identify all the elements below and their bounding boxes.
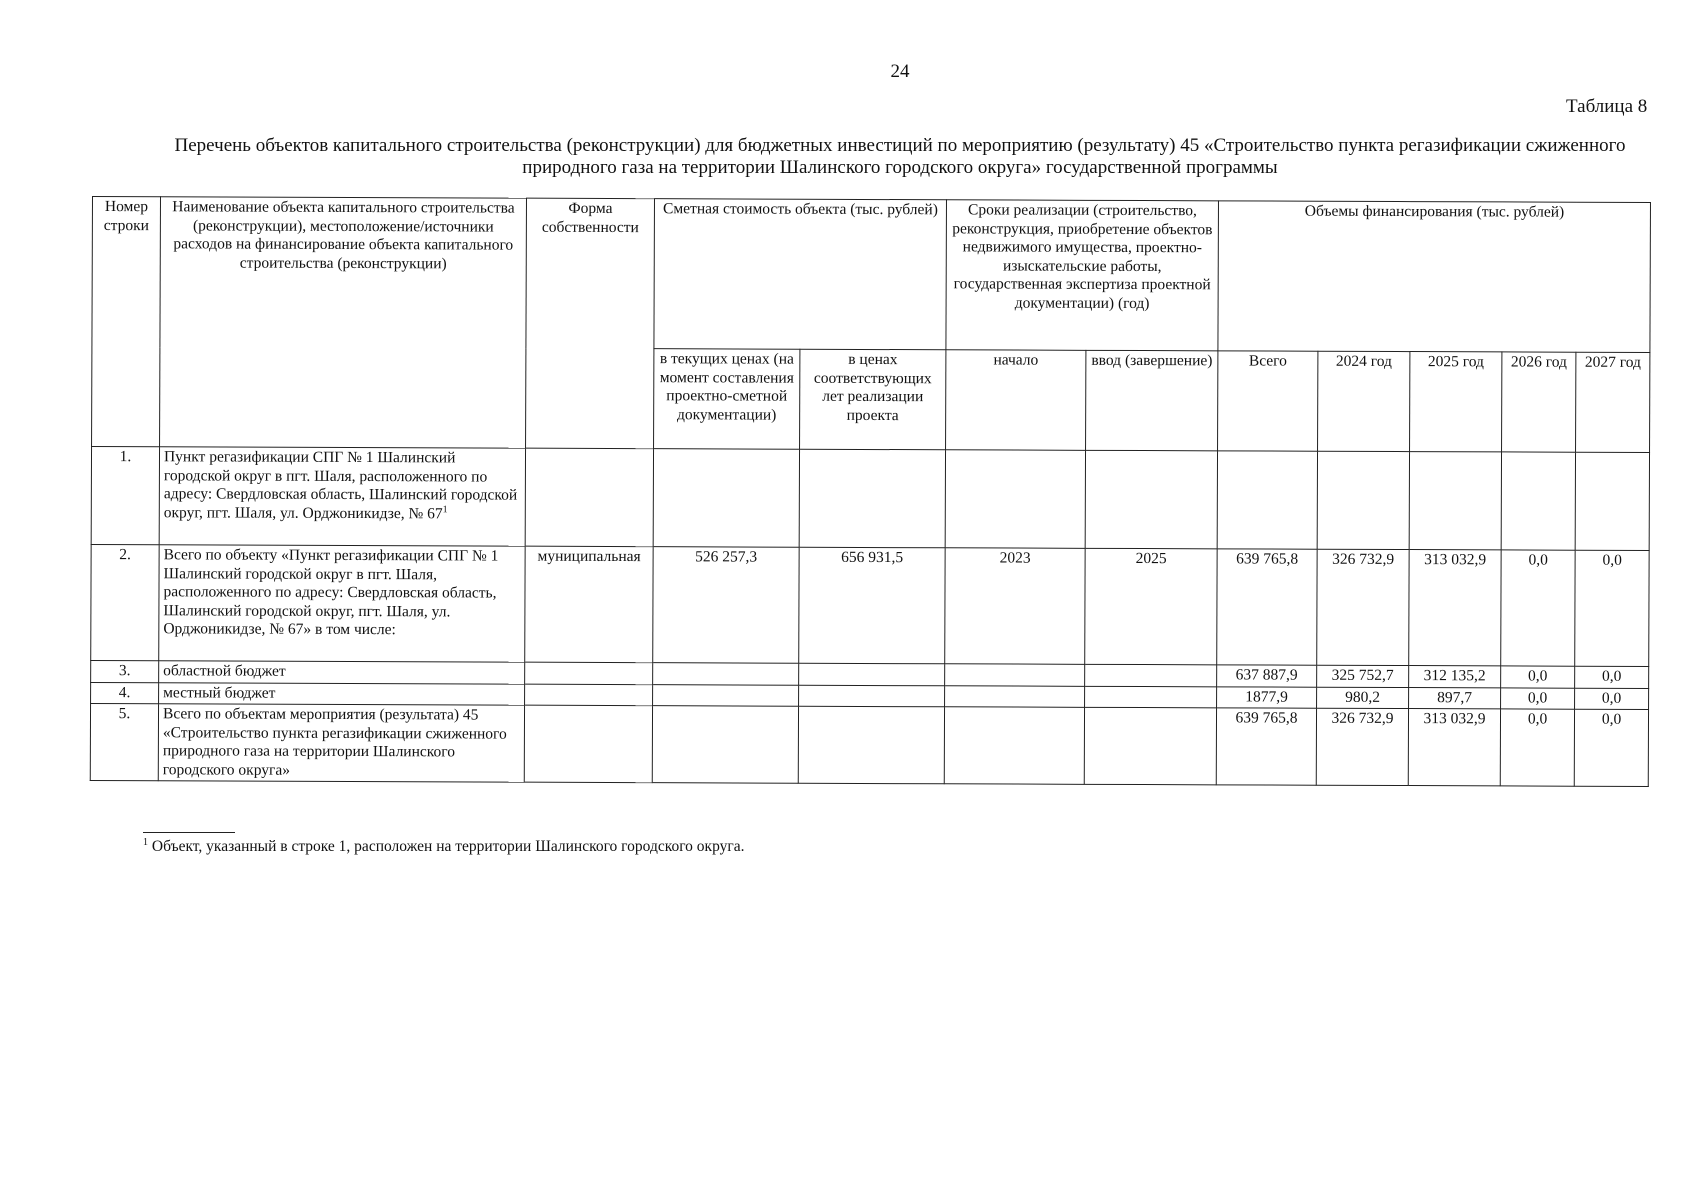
title-line-1: Перечень объектов капитального строительства (реконструкции) для бюджетных инвестиций по мероприятию (результату) 45 «Строительство пункта регазификации сжиженного <box>174 135 1626 156</box>
object-name: Всего по объекту «Пункт регазификации СПГ № 1 Шалинский городской округ в пгт. Шаля, расположенного по адресу: Свердловская область, Шалинский городской округ, пгт. Шаля, ул. Орджоникидзе, № 67» в том числе: <box>159 545 525 662</box>
row-number: 5. <box>90 703 158 780</box>
header-2024: 2024 год <box>1318 351 1410 451</box>
ownership <box>525 684 653 706</box>
funding-2024: 325 752,7 <box>1317 665 1409 687</box>
cost-years: 656 931,5 <box>799 547 945 664</box>
header-2027: 2027 год <box>1576 352 1650 452</box>
funding-2025 <box>1409 452 1501 550</box>
table-row <box>90 703 1648 786</box>
footnote-text: Объект, указанный в строке 1, расположен на территории Шалинского городского округа. <box>148 838 745 855</box>
header-object-name: Наименование объекта капитального строительства (реконструкции), местоположение/источники расходов на финансирование объекта капитального строительства (реконструкции) <box>160 197 527 448</box>
start-year: 2023 <box>945 548 1085 665</box>
ownership <box>525 448 653 546</box>
row-number: 4. <box>91 682 159 704</box>
object-name <box>159 447 525 546</box>
footnote-mark: 1 <box>143 836 148 848</box>
footnote <box>143 838 745 856</box>
funding-2025: 313 032,9 <box>1408 709 1500 786</box>
header-2026: 2026 год <box>1502 352 1576 452</box>
title-line-2: природного газа на территории Шалинского городского округа» государственной программы <box>522 157 1278 178</box>
start-year <box>945 450 1085 549</box>
object-name: местный бюджет <box>159 682 525 705</box>
cost-current: 526 257,3 <box>653 547 799 664</box>
end-year <box>1084 707 1216 785</box>
funding-total: 639 765,8 <box>1217 549 1317 665</box>
header-ownership: Форма собственности <box>526 198 655 448</box>
funding-total <box>1217 451 1317 549</box>
object-name-text: Пункт регазификации СПГ № 1 Шалинский городской округ в пгт. Шаля, расположенного по адресу: Свердловская область, Шалинский городской округ, пгт. Шаля, ул. Орджоникидзе, № 67 <box>163 448 518 522</box>
cost-years <box>798 706 944 784</box>
cost-years <box>799 663 945 685</box>
end-year: 2025 <box>1085 548 1217 665</box>
header-2025: 2025 год <box>1410 352 1502 452</box>
row-number: 1. <box>91 447 159 545</box>
page-number: 24 <box>890 61 910 82</box>
header-terms: Сроки реализации (строительство, реконструкция, приобретение объектов недвижимого имущества, проектно-изыскательские работы, государственная экспертиза проектной документации) (год) <box>946 200 1219 351</box>
table-row <box>91 544 1650 666</box>
header-estimated-cost: Сметная стоимость объекта (тыс. рублей) <box>654 199 947 350</box>
funding-2027 <box>1575 452 1649 550</box>
funding-2025: 897,7 <box>1409 687 1501 709</box>
header-start: начало <box>946 350 1086 451</box>
ownership <box>524 705 652 782</box>
start-year <box>945 664 1085 686</box>
funding-2025: 312 135,2 <box>1409 666 1501 688</box>
document-title <box>100 135 1700 179</box>
row-number: 3. <box>91 660 159 682</box>
cost-current <box>653 684 799 706</box>
funding-2026: 0,0 <box>1500 709 1574 786</box>
end-year <box>1085 450 1217 549</box>
ownership: муниципальная <box>525 546 653 662</box>
header-end: ввод (завершение) <box>1086 350 1218 451</box>
funding-total: 637 887,9 <box>1217 665 1317 687</box>
row-number: 2. <box>91 544 159 660</box>
object-name: Всего по объектам мероприятия (результата) 45 «Строительство пункта регазификации сжиженного природного газа на территории Шалинского городского округа» <box>158 704 524 782</box>
footnote-divider <box>143 832 235 833</box>
funding-2027: 0,0 <box>1575 688 1649 710</box>
funding-2024: 326 732,9 <box>1317 549 1409 665</box>
object-name: областной бюджет <box>159 661 525 684</box>
table-label: Таблица 8 <box>1566 96 1648 117</box>
header-cost-years: в ценах соответствующих лет реализации проекта <box>800 349 946 450</box>
funding-2024: 980,2 <box>1317 687 1409 709</box>
header-total: Всего <box>1218 351 1318 451</box>
funding-2026 <box>1501 452 1575 550</box>
end-year <box>1085 664 1217 686</box>
cost-years <box>799 685 945 707</box>
footnote-marker: 1 <box>442 503 448 515</box>
start-year <box>945 685 1085 707</box>
cost-years <box>799 449 945 548</box>
table-row <box>91 447 1649 551</box>
ownership <box>525 662 653 684</box>
header-row-1 <box>92 197 1651 353</box>
header-row-number: Номер строки <box>92 197 161 447</box>
header-funding: Объемы финансирования (тыс. рублей) <box>1218 201 1651 353</box>
funding-2024: 326 732,9 <box>1316 708 1408 785</box>
funding-2027: 0,0 <box>1574 709 1648 786</box>
funding-2027: 0,0 <box>1575 666 1649 688</box>
table-container <box>90 196 1650 787</box>
funding-2024 <box>1317 451 1409 549</box>
funding-2027: 0,0 <box>1575 550 1649 666</box>
start-year <box>944 707 1084 785</box>
capital-construction-table <box>90 196 1651 787</box>
funding-2025: 313 032,9 <box>1409 550 1501 666</box>
cost-current <box>653 449 799 548</box>
funding-2026: 0,0 <box>1501 687 1575 709</box>
end-year <box>1085 686 1217 708</box>
funding-total: 639 765,8 <box>1216 708 1316 785</box>
header-cost-current: в текущих ценах (на момент составления проектно-сметной документации) <box>654 349 800 450</box>
cost-current <box>653 663 799 685</box>
cost-current <box>652 706 798 784</box>
funding-2026: 0,0 <box>1501 550 1575 666</box>
funding-2026: 0,0 <box>1501 666 1575 688</box>
funding-total: 1877,9 <box>1217 686 1317 708</box>
